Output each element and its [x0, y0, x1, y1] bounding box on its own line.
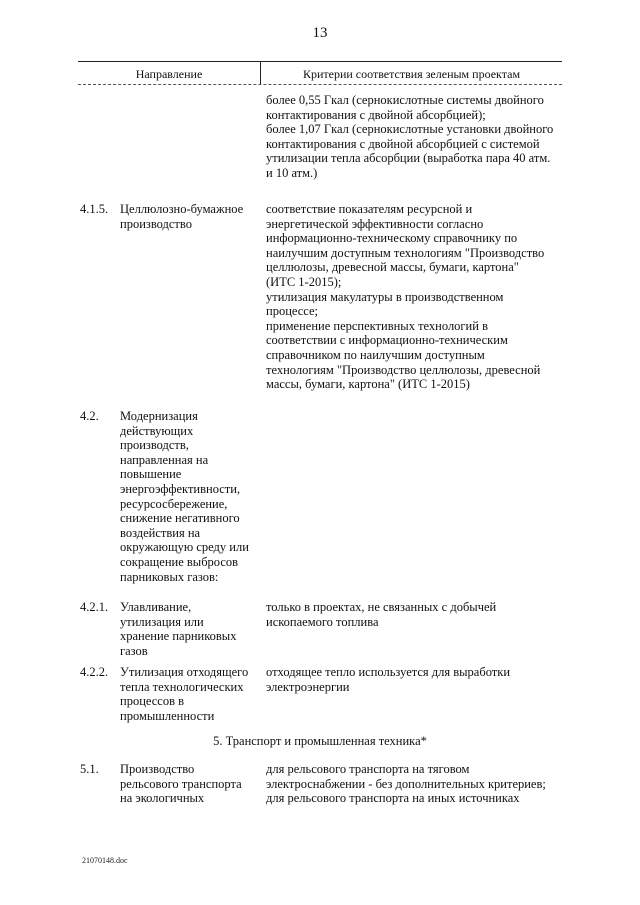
row-criteria [266, 93, 562, 181]
row-number: 4.2.1. [80, 600, 109, 614]
criteria-line: технологиям "Производство целлюлозы, древесной [266, 362, 541, 377]
direction-line: Производство [120, 762, 195, 776]
direction-line: тепла технологических [120, 679, 244, 694]
direction-line: окружающую среду или [120, 540, 249, 555]
header-direction: Направление [135, 67, 203, 81]
direction-line: Утилизация отходящего [120, 665, 249, 679]
criteria-line: ископаемого топлива [266, 614, 379, 629]
direction-line: действующих [120, 423, 194, 438]
criteria-line: более 0,55 Гкал (сернокислотные системы двойного [266, 93, 544, 107]
criteria-line: наилучшим доступным технологиям "Производство [266, 245, 545, 260]
criteria-line: для рельсового транспорта на тяговом [266, 762, 470, 776]
footer-filename: 21070148.doc [82, 856, 128, 865]
page-number: 13 [312, 25, 328, 41]
direction-line: на экологичных [120, 791, 205, 806]
direction-line: энергоэффективности, [120, 481, 241, 496]
direction-line: процессов в [120, 694, 185, 709]
direction-line: производств, [120, 438, 189, 453]
criteria-line: соответствие показателям ресурсной и [266, 202, 473, 216]
direction-line: Модернизация [120, 409, 198, 423]
criteria-line: массы, бумаги, картона" (ИТС 1-2015) [266, 377, 470, 392]
criteria-line: справочником по наилучшим доступным [266, 347, 485, 362]
direction-line: утилизация или [120, 614, 204, 629]
direction-line: снижение негативного [120, 511, 240, 526]
criteria-line: энергетической эффективности согласно [266, 216, 484, 231]
row-number: 4.2.2. [80, 665, 109, 679]
header-criteria: Критерии соответствия зеленым проектам [302, 67, 521, 81]
table-header [78, 61, 562, 85]
direction-line: промышленности [120, 708, 215, 723]
direction-line: ресурсосбережение, [120, 496, 228, 511]
criteria-line: информационно-техническому справочнику по [266, 231, 518, 246]
row-criteria [266, 202, 562, 392]
row-criteria [266, 665, 562, 694]
section-title: 5. Транспорт и промышленная техника* [213, 734, 427, 748]
criteria-line: электроснабжении - без дополнительных критериев; [266, 776, 546, 791]
row-criteria [266, 600, 562, 629]
direction-line: Улавливание, [120, 600, 192, 614]
direction-line: производство [120, 216, 192, 231]
criteria-line: (ИТС 1-2015); [266, 274, 342, 289]
direction-line: хранение парниковых [120, 629, 237, 644]
criteria-line: контактирования с двойной абсорбцией с системой [266, 136, 540, 151]
row-number: 4.2. [80, 409, 99, 423]
criteria-line: утилизация макулатуры в производственном [266, 289, 504, 304]
criteria-line: отходящее тепло используется для выработки [266, 665, 511, 679]
direction-line: Целлюлозно-бумажное [120, 202, 244, 216]
criteria-line: для рельсового транспорта на иных источниках [266, 791, 520, 806]
criteria-line: целлюлозы, древесной массы, бумаги, картона" [266, 260, 519, 275]
row-number: 5.1. [80, 762, 99, 776]
criteria-line: соответствии с информационно-техническим [266, 333, 508, 348]
criteria-line: только в проектах, не связанных с добычей [266, 600, 497, 614]
row-number: 4.1.5. [80, 202, 109, 216]
direction-line: повышение [120, 467, 182, 482]
direction-line: парниковых газов: [120, 569, 219, 584]
criteria-line: контактирования с двойной абсорбцией); [266, 107, 486, 122]
criteria-line: электроэнергии [266, 679, 350, 694]
direction-line: рельсового транспорта [120, 776, 242, 791]
direction-line: сокращение выбросов [120, 554, 239, 569]
direction-line: газов [120, 643, 148, 658]
criteria-line: более 1,07 Гкал (сернокислотные установки двойного [266, 122, 554, 137]
row-criteria [266, 762, 562, 806]
criteria-line: применение перспективных технологий в [266, 318, 488, 333]
direction-line: направленная на [120, 452, 209, 467]
criteria-line: утилизации тепла абсорбции (выработка пара 40 атм. [266, 151, 551, 166]
criteria-line: процессе; [266, 304, 319, 319]
row-direction [120, 665, 260, 723]
row-direction [120, 202, 260, 231]
criteria-line: и 10 атм.) [266, 165, 318, 180]
row-direction [120, 409, 260, 584]
direction-line: воздействия на [120, 525, 201, 540]
row-direction [120, 762, 260, 806]
row-direction [120, 600, 260, 658]
